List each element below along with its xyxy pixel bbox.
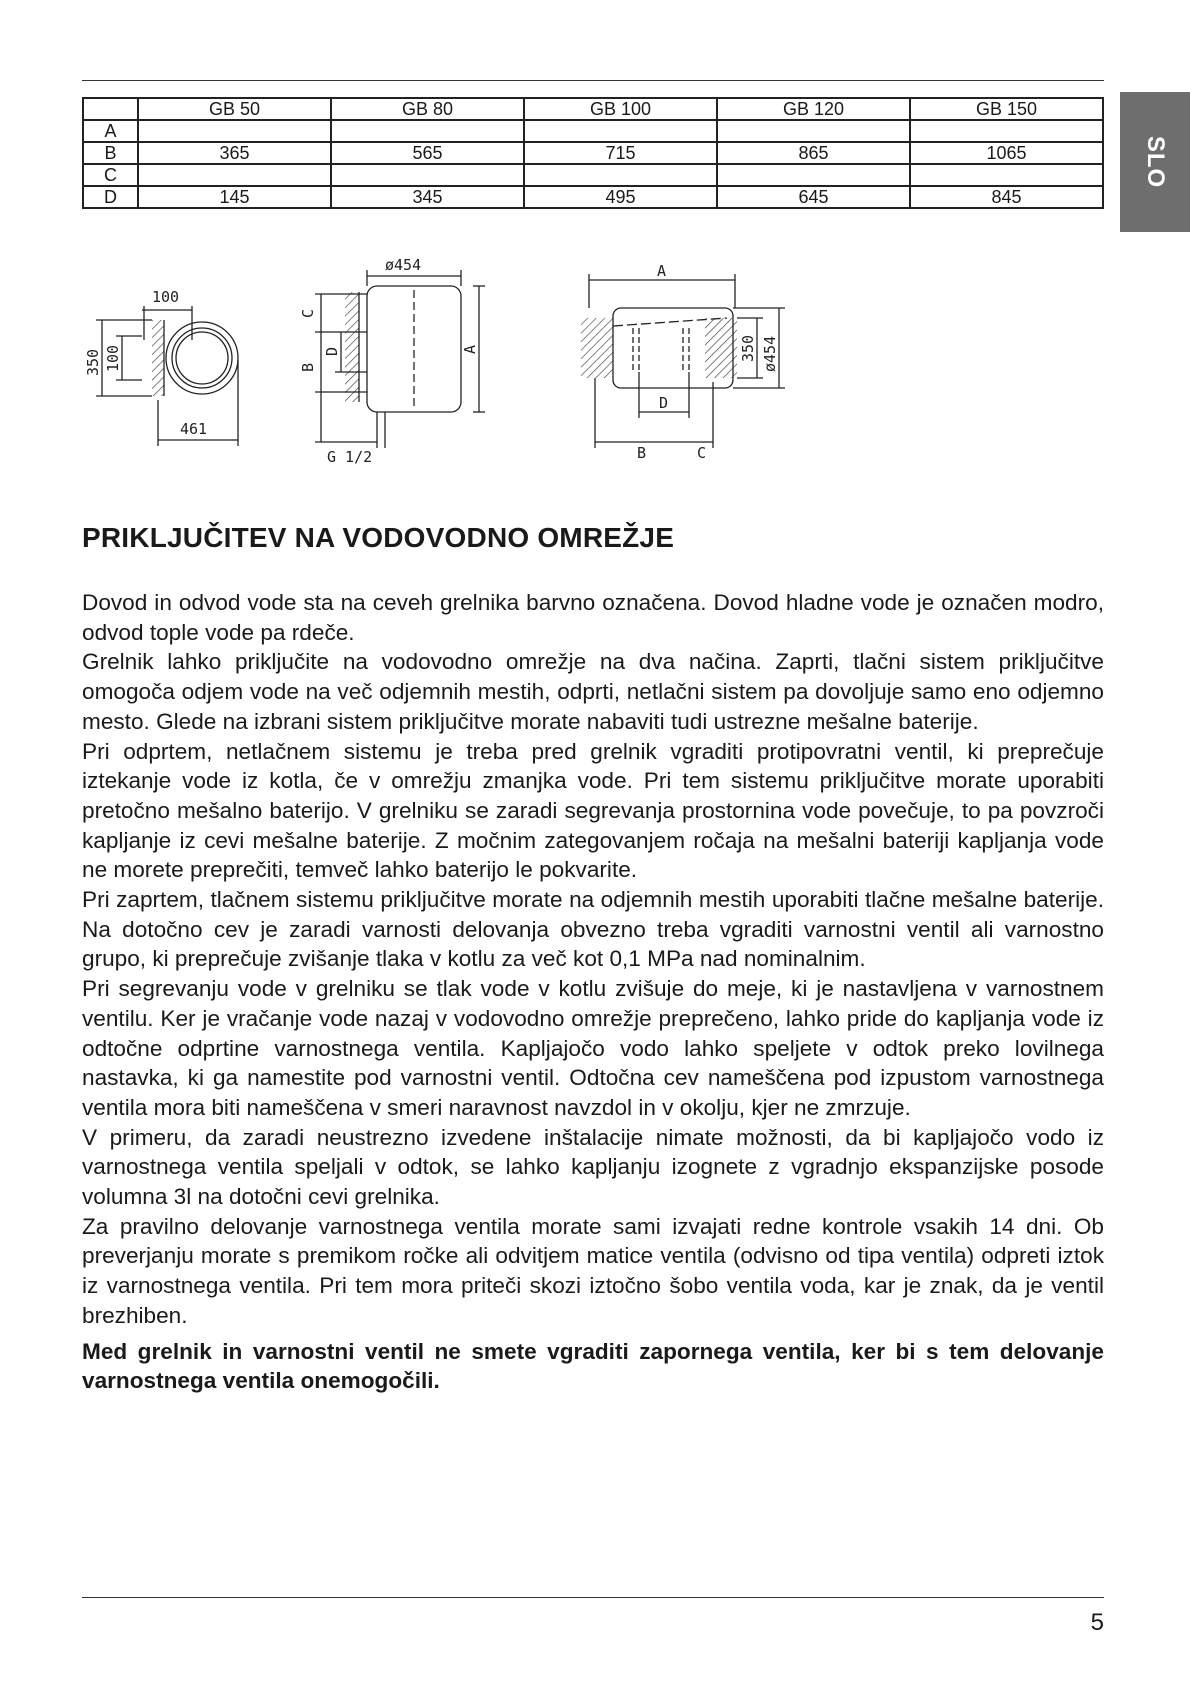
table-cell: [910, 164, 1103, 186]
table-cell: 495: [524, 186, 717, 208]
paragraph: Grelnik lahko priključite na vodovodno omrežje na dva načina. Zaprti, tlačni sistem priključitve omogoča odjem vode na več odjemnih mestih, odprti, netlačni sistem pa dovoljuje samo eno odjemno mesto. Glede na izbrani sistem priključitve morate nabaviti tudi ustrezne mešalne baterije.: [82, 649, 1104, 734]
row-label: C: [83, 164, 138, 186]
table-header-cell: GB 100: [524, 98, 717, 120]
dim-label: C: [697, 444, 707, 462]
table-cell: [331, 120, 524, 142]
dimension-table: [82, 97, 1104, 209]
table-cell: 645: [717, 186, 910, 208]
table-cell: 865: [717, 142, 910, 164]
dim-label: 461: [180, 420, 208, 438]
dim-label: B: [299, 362, 317, 372]
table-row: [83, 120, 1103, 142]
table-header-cell: GB 120: [717, 98, 910, 120]
dim-label: C: [299, 308, 317, 318]
paragraph: Pri segrevanju vode v grelniku se tlak vode v kotlu zvišuje do meje, ki je nastavljena v varnostnem ventilu. Ker je vračanje vode nazaj v vodovodno omrežje preprečeno, lahko pride do kapljanja vode iz odtočne odprtine varnostnega ventila. Kapljajočo vodo lahko speljete v odtok preko lovilnega nastavka, ki ga namestite pod varnostni ventil. Odtočna cev nameščena pod izpustom varnostnega ventila mora biti nameščena v smeri naravnost navzdol in v okolju, kjer ne zmrzuje.: [82, 976, 1104, 1120]
table-cell: 1065: [910, 142, 1103, 164]
row-label: D: [83, 186, 138, 208]
page-number: 5: [1090, 1609, 1104, 1636]
paragraph: Za pravilno delovanje varnostnega ventila morate sami izvajati redne kontrole vsakih 14 dni. Ob preverjanju morate s premikom ročke ali odvitjem matice ventila (odvisno od tipa ventila) odpreti iztok iz varnostnega ventila. Pri tem mora priteči skozi iztočno šobo ventila voda, kar je znak, da je ventil brezhiben.: [82, 1213, 1104, 1328]
dim-label: ø454: [761, 335, 779, 372]
table-header-cell: GB 150: [910, 98, 1103, 120]
dim-label: D: [659, 394, 669, 412]
dim-label: G 1/2: [327, 448, 373, 466]
dim-label: D: [323, 346, 341, 356]
row-label: B: [83, 142, 138, 164]
tank-outline: [166, 322, 238, 394]
paragraph: Pri odprtem, netlačnem sistemu je treba pred grelnik vgraditi protipovratni ventil, ki preprečuje iztekanje vode iz kotla, če v omrežju zmanjka vode. Pri tem sistemu priključitve morate uporabiti pretočno mešalno baterijo. V grelniku se zaradi segrevanja prostornina vode povečuje, to pa povzroči kapljanje iz cevi mešalne baterije. Z močnim zategovanjem ročaja na mešalni bateriji kapljanja vode ne morete preprečiti, temveč lahko baterijo le pokvarite.: [82, 738, 1104, 883]
row-label: A: [83, 120, 138, 142]
table-row: [83, 186, 1103, 208]
table-cell: [331, 164, 524, 186]
dim-label: ø454: [385, 256, 422, 274]
paragraph: Dovod in odvod vode sta na ceveh grelnika barvno označena. Dovod hladne vode je označen modro, odvod tople vode pa rdeče.: [82, 590, 1104, 645]
table-header-cell: GB 50: [138, 98, 331, 120]
table-cell: [717, 164, 910, 186]
table-cell: [524, 120, 717, 142]
table-row: [83, 142, 1103, 164]
table-cell: [524, 164, 717, 186]
table-cell: [138, 164, 331, 186]
table-cell: 365: [138, 142, 331, 164]
table-header-cell: [83, 98, 138, 120]
language-tab: [1120, 92, 1190, 232]
wall-hatching: [705, 318, 737, 378]
top-rule: [82, 80, 1104, 81]
dim-label: B: [637, 444, 647, 462]
warning-paragraph: Med grelnik in varnostni ventil ne smete vgraditi zapornega ventila, ker bi s tem delovanje varnostnega ventila onemogočili.: [82, 1338, 1104, 1394]
dim-label: 350: [739, 334, 757, 362]
wall-hatching: [152, 320, 164, 396]
language-tab-label: SLO: [1142, 135, 1169, 189]
table-cell: 345: [331, 186, 524, 208]
body-text: [82, 588, 1104, 1396]
drawing-vertical-side-view: [297, 256, 497, 472]
table-header-cell: GB 80: [331, 98, 524, 120]
dim-label: 350: [84, 348, 102, 376]
table-header-row: [83, 98, 1103, 120]
wall-hatching: [345, 292, 359, 402]
paragraph: Pri zaprtem, tlačnem sistemu priključitve morate na odjemnih mestih uporabiti tlačne mešalne baterije. Na dotočno cev je zaradi varnosti delovanja obvezno treba vgraditi varnostni ventil ali varnostno grupo, ki preprečuje zvišanje tlaka v kotlu za več kot 0,1 MPa nad nominalnim.: [82, 887, 1104, 972]
table-cell: [138, 120, 331, 142]
wall-hatching: [581, 318, 613, 378]
dim-label: A: [657, 262, 667, 280]
paragraph: V primeru, da zaradi neustrezno izvedene inštalacije nimate možnosti, da bi kapljajočo vodo iz varnostnega ventila speljali v odtok, se lahko kapljanju izognete z vgradnjo ekspanzijske posode volumna 3l na dotočni cevi grelnika.: [82, 1124, 1104, 1210]
table-cell: [910, 120, 1103, 142]
dim-label: A: [461, 344, 479, 354]
drawing-horizontal-side-view: [567, 262, 797, 472]
dim-label: 100: [152, 288, 180, 306]
table-cell: 145: [138, 186, 331, 208]
table-cell: [717, 120, 910, 142]
table-cell: 715: [524, 142, 717, 164]
dim-label: 100: [104, 344, 122, 372]
bottom-rule: [82, 1597, 1104, 1598]
table-row: [83, 164, 1103, 186]
section-heading: PRIKLJUČITEV NA VODOVODNO OMREŽJE: [82, 522, 675, 553]
table-cell: 565: [331, 142, 524, 164]
drawing-top-view: [82, 280, 252, 460]
table-cell: 845: [910, 186, 1103, 208]
